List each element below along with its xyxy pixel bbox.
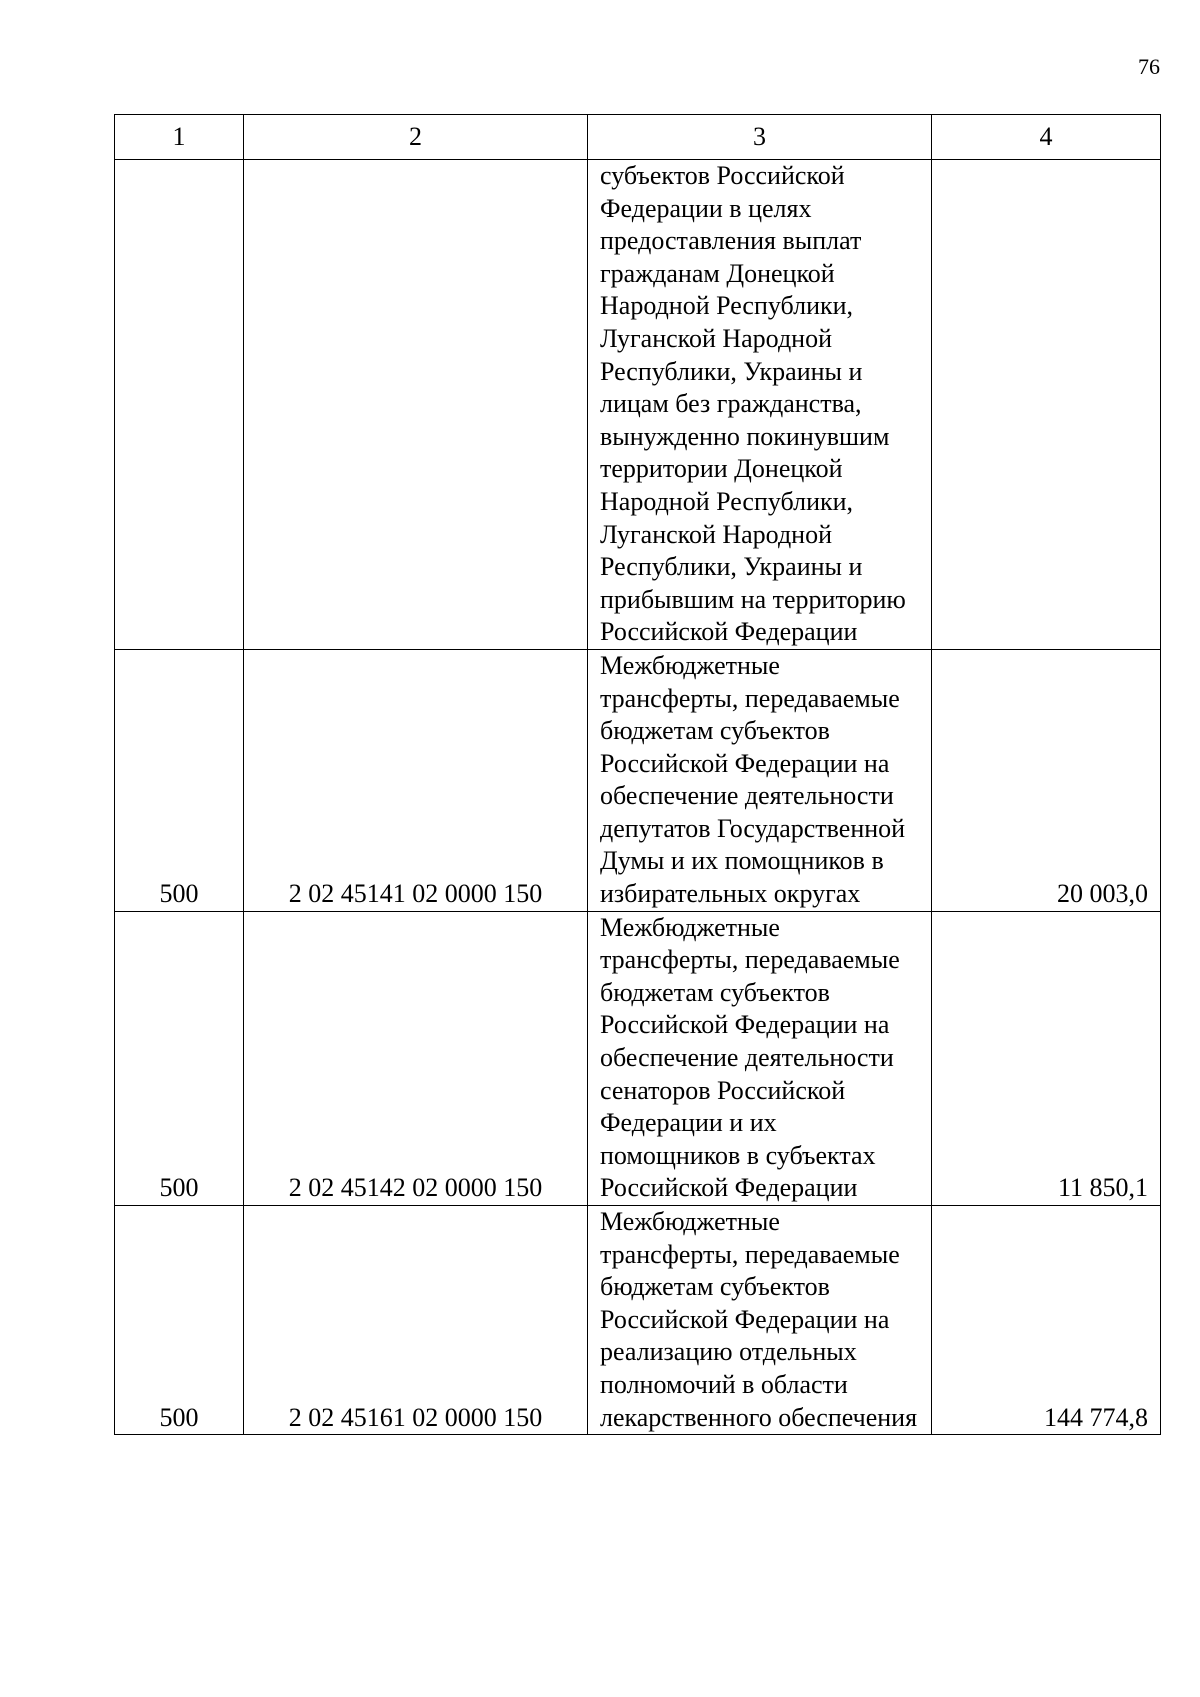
revenue-name-cell: Межбюджетные трансферты, передаваемые бюджетам субъектов Российской Федерации на реализацию отдельных полномочий в области лекарственного обеспечения bbox=[588, 1206, 932, 1435]
budget-code-cell bbox=[244, 160, 588, 650]
revenue-name-cell: Межбюджетные трансферты, передаваемые бюджетам субъектов Российской Федерации на обеспечение деятельности сенаторов Российской Федерации и их помощников в субъектах Российской Федерации bbox=[588, 911, 932, 1205]
table-row bbox=[115, 160, 1161, 650]
header-col-4: 4 bbox=[932, 115, 1161, 160]
header-col-3: 3 bbox=[588, 115, 932, 160]
amount-cell: 11 850,1 bbox=[932, 911, 1161, 1205]
budget-code-cell: 2 02 45142 02 0000 150 bbox=[244, 911, 588, 1205]
budget-table bbox=[114, 114, 1161, 1435]
header-col-2: 2 bbox=[244, 115, 588, 160]
revenue-name-cell: Межбюджетные трансферты, передаваемые бюджетам субъектов Российской Федерации на обеспечение деятельности депутатов Государственной Думы и их помощников в избирательных округах bbox=[588, 649, 932, 911]
admin-code-cell: 500 bbox=[115, 1206, 244, 1435]
table-row bbox=[115, 911, 1161, 1205]
budget-code-cell: 2 02 45141 02 0000 150 bbox=[244, 649, 588, 911]
table-row bbox=[115, 649, 1161, 911]
table-row bbox=[115, 1206, 1161, 1435]
revenue-name-cell: субъектов Российской Федерации в целях предоставления выплат гражданам Донецкой Народной Республики, Луганской Народной Республики, Украины и лицам без гражданства, вынужденно покинувшим территории Донецкой Народной Республики, Луганской Народной Республики, Украины и прибывшим на территорию Российской Федерации bbox=[588, 160, 932, 650]
page-number: 76 bbox=[1138, 54, 1160, 79]
admin-code-cell: 500 bbox=[115, 911, 244, 1205]
header-col-1: 1 bbox=[115, 115, 244, 160]
admin-code-cell: 500 bbox=[115, 649, 244, 911]
table-header-row bbox=[115, 115, 1161, 160]
admin-code-cell bbox=[115, 160, 244, 650]
budget-code-cell: 2 02 45161 02 0000 150 bbox=[244, 1206, 588, 1435]
amount-cell: 144 774,8 bbox=[932, 1206, 1161, 1435]
amount-cell bbox=[932, 160, 1161, 650]
amount-cell: 20 003,0 bbox=[932, 649, 1161, 911]
